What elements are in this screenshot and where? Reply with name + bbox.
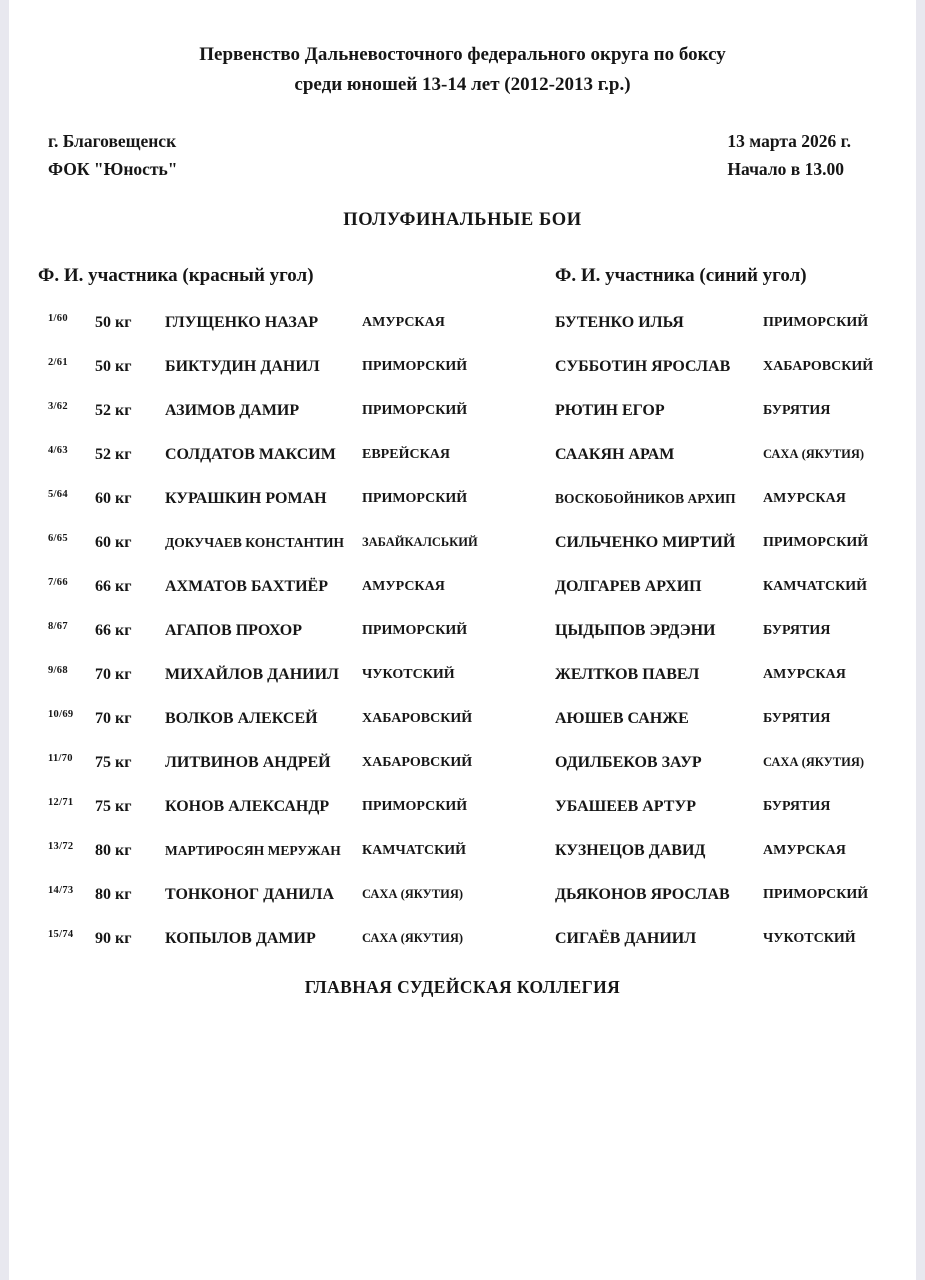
bout-row <box>38 389 885 433</box>
bout-row <box>38 917 885 961</box>
red-corner-name: ДОКУЧАЕВ КОНСТАНТИН <box>165 534 345 550</box>
blue-corner-name: ДЬЯКОНОВ ЯРОСЛАВ <box>555 885 730 903</box>
blue-corner-name: КУЗНЕЦОВ ДАВИД <box>555 841 706 859</box>
weight-class: 60 кг <box>95 489 132 507</box>
red-corner-region: ЗАБАЙКАЛСЬКИЙ <box>362 535 478 550</box>
bout-row <box>38 433 885 477</box>
blue-corner-name: ВОСКОБОЙНИКОВ АРХИП <box>555 490 736 506</box>
red-corner-name: АЗИМОВ ДАМИР <box>165 401 300 419</box>
blue-corner-name: СААКЯН АРАМ <box>555 445 675 463</box>
bout-row <box>38 697 885 741</box>
weight-class: 75 кг <box>95 797 132 815</box>
bout-number: 9/68 <box>48 665 68 677</box>
blue-corner-name: АЮШЕВ САНЖЕ <box>555 709 689 727</box>
bout-number: 1/60 <box>48 313 68 325</box>
section-title: ПОЛУФИНАЛЬНЫЕ БОИ <box>343 209 582 230</box>
weight-class: 60 кг <box>95 533 132 551</box>
venue-name: ФОК "Юность" <box>48 158 178 179</box>
red-corner-region: ПРИМОРСКИЙ <box>362 402 468 418</box>
red-corner-region: САХА (ЯКУТИЯ) <box>362 931 464 946</box>
bout-row <box>38 785 885 829</box>
blue-corner-region: БУРЯТИЯ <box>763 710 831 726</box>
red-corner-name: ТОНКОНОГ ДАНИЛА <box>165 885 334 903</box>
bout-number: 12/71 <box>48 797 74 809</box>
red-corner-name: МИХАЙЛОВ ДАНИИЛ <box>165 665 339 683</box>
weight-class: 50 кг <box>95 357 132 375</box>
bout-row <box>38 345 885 389</box>
bout-row <box>38 741 885 785</box>
event-date: 13 марта 2026 г. <box>727 130 851 151</box>
red-corner-name: КУРАШКИН РОМАН <box>165 489 327 507</box>
red-corner-region: ПРИМОРСКИЙ <box>362 798 468 814</box>
red-corner-name: АХМАТОВ БАХТИЁР <box>165 577 328 595</box>
bout-row <box>38 873 885 917</box>
bout-number: 3/62 <box>48 401 68 413</box>
bout-number: 6/65 <box>48 533 68 545</box>
weight-class: 50 кг <box>95 313 132 331</box>
bout-number: 5/64 <box>48 489 68 501</box>
red-corner-region: ХАБАРОВСКИЙ <box>362 710 473 726</box>
blue-corner-region: БУРЯТИЯ <box>763 798 831 814</box>
blue-corner-region: БУРЯТИЯ <box>763 402 831 418</box>
blue-corner-name: ОДИЛБЕКОВ ЗАУР <box>555 753 702 771</box>
blue-corner-name: УБАШЕЕВ АРТУР <box>555 797 696 815</box>
bout-number: 10/69 <box>48 709 74 721</box>
weight-class: 80 кг <box>95 885 132 903</box>
red-corner-name: ГЛУЩЕНКО НАЗАР <box>165 313 319 331</box>
blue-corner-region: САХА (ЯКУТИЯ) <box>763 755 865 770</box>
event-info <box>48 127 851 183</box>
weight-class: 52 кг <box>95 401 132 419</box>
bout-row <box>38 521 885 565</box>
red-corner-region: ПРИМОРСКИЙ <box>362 622 468 638</box>
red-corner-name: КОНОВ АЛЕКСАНДР <box>165 797 330 815</box>
blue-corner-name: ЖЕЛТКОВ ПАВЕЛ <box>555 665 700 683</box>
title-line-1: Первенство Дальневосточного федерального округа по боксу <box>199 44 726 65</box>
red-corner-name: ВОЛКОВ АЛЕКСЕЙ <box>165 709 318 727</box>
red-corner-region: ЧУКОТСКИЙ <box>362 666 455 682</box>
blue-corner-region: ПРИМОРСКИЙ <box>763 886 869 902</box>
blue-corner-region: БУРЯТИЯ <box>763 622 831 638</box>
red-corner-region: ПРИМОРСКИЙ <box>362 490 468 506</box>
bout-number: 7/66 <box>48 577 68 589</box>
blue-corner-name: СИЛЬЧЕНКО МИРТИЙ <box>555 533 736 551</box>
red-corner-region: САХА (ЯКУТИЯ) <box>362 887 464 902</box>
red-corner-region: ЕВРЕЙСКАЯ <box>362 446 450 462</box>
bout-table <box>38 265 885 961</box>
red-corner-region: ПРИМОРСКИЙ <box>362 358 468 374</box>
weight-class: 70 кг <box>95 709 132 727</box>
weight-class: 70 кг <box>95 665 132 683</box>
corner-headers <box>38 265 885 287</box>
blue-corner-region: ЧУКОТСКИЙ <box>763 930 856 946</box>
bout-number: 8/67 <box>48 621 68 633</box>
red-corner-name: СОЛДАТОВ МАКСИМ <box>165 445 336 463</box>
red-corner-region: АМУРСКАЯ <box>362 314 445 330</box>
red-corner-header: Ф. И. участника (красный угол) <box>38 264 314 286</box>
bout-number: 4/63 <box>48 445 68 457</box>
blue-corner-header: Ф. И. участника (синий угол) <box>555 264 807 286</box>
red-corner-region: ХАБАРОВСКИЙ <box>362 754 473 770</box>
weight-class: 80 кг <box>95 841 132 859</box>
weight-class: 75 кг <box>95 753 132 771</box>
venue-city: г. Благовещенск <box>48 130 177 151</box>
blue-corner-region: АМУРСКАЯ <box>763 490 846 506</box>
weight-class: 52 кг <box>95 445 132 463</box>
bout-number: 15/74 <box>48 929 74 941</box>
bout-row <box>38 477 885 521</box>
red-corner-region: КАМЧАТСКИЙ <box>362 842 467 858</box>
blue-corner-region: САХА (ЯКУТИЯ) <box>763 447 865 462</box>
bout-row <box>38 565 885 609</box>
title-line-2: среди юношей 13-14 лет (2012-2013 г.р.) <box>294 74 631 96</box>
bout-number: 13/72 <box>48 841 74 853</box>
bout-number: 14/73 <box>48 885 74 897</box>
bout-row <box>38 609 885 653</box>
red-corner-name: МАРТИРОСЯН МЕРУЖАН <box>165 842 341 858</box>
bout-number: 11/70 <box>48 753 73 765</box>
blue-corner-name: СИГАЁВ ДАНИИЛ <box>555 929 697 947</box>
blue-corner-region: ХАБАРОВСКИЙ <box>763 358 874 374</box>
bout-row <box>38 653 885 697</box>
red-corner-name: ЛИТВИНОВ АНДРЕЙ <box>165 753 331 771</box>
red-corner-region: АМУРСКАЯ <box>362 578 445 594</box>
datetime-info <box>727 127 851 183</box>
blue-corner-region: АМУРСКАЯ <box>763 666 846 682</box>
red-corner-name: КОПЫЛОВ ДАМИР <box>165 929 316 947</box>
blue-corner-name: БУТЕНКО ИЛЬЯ <box>555 313 684 331</box>
weight-class: 66 кг <box>95 577 132 595</box>
weight-class: 66 кг <box>95 621 132 639</box>
red-corner-name: АГАПОВ ПРОХОР <box>165 621 302 639</box>
blue-corner-name: ЦЫДЫПОВ ЭРДЭНИ <box>555 621 716 639</box>
judging-panel-heading: ГЛАВНАЯ СУДЕЙСКАЯ КОЛЛЕГИЯ <box>304 976 621 997</box>
blue-corner-region: КАМЧАТСКИЙ <box>763 578 868 594</box>
blue-corner-region: ПРИМОРСКИЙ <box>763 534 869 550</box>
blue-corner-region: АМУРСКАЯ <box>763 842 846 858</box>
bout-row <box>38 301 885 345</box>
blue-corner-name: РЮТИН ЕГОР <box>555 401 665 419</box>
weight-class: 90 кг <box>95 929 132 947</box>
start-time: Начало в 13.00 <box>727 158 844 179</box>
blue-corner-region: ПРИМОРСКИЙ <box>763 314 869 330</box>
bout-rows <box>38 301 885 961</box>
blue-corner-name: СУББОТИН ЯРОСЛАВ <box>555 357 731 375</box>
document-title <box>90 40 835 101</box>
blue-corner-name: ДОЛГАРЕВ АРХИП <box>555 577 702 595</box>
venue-info <box>48 127 178 183</box>
bout-row <box>38 829 885 873</box>
bout-number: 2/61 <box>48 357 68 369</box>
red-corner-name: БИКТУДИН ДАНИЛ <box>165 357 320 375</box>
